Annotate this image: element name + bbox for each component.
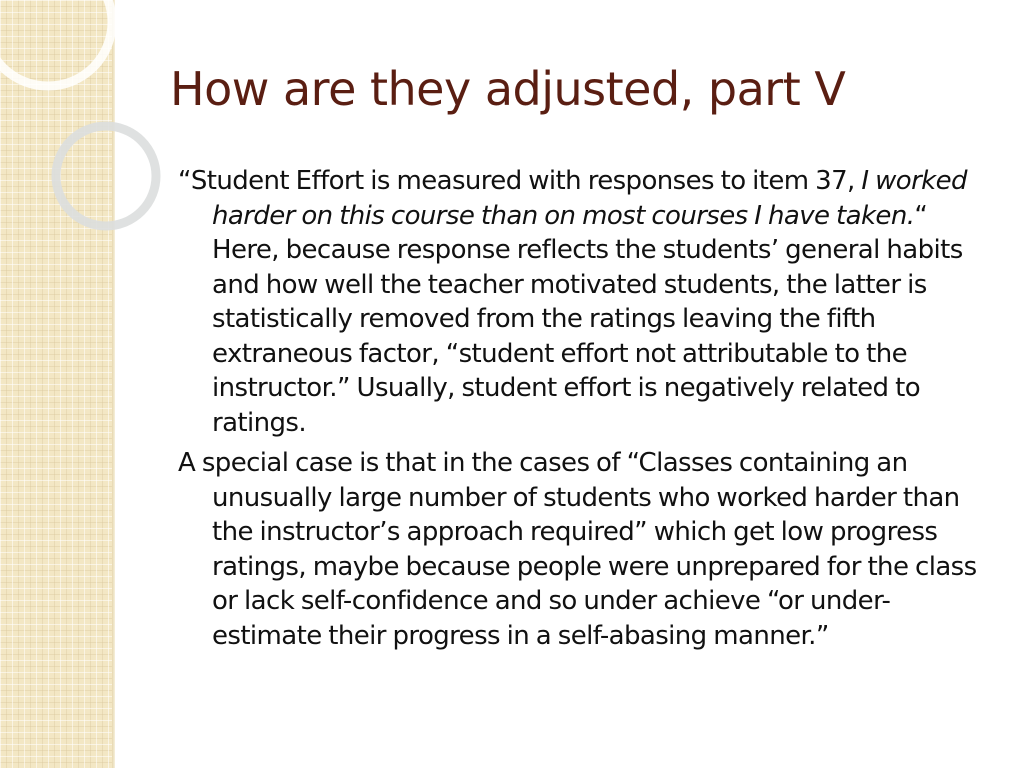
paragraph-1-text-after: “ Here, because response reflects the students’ general habits and how well the teacher motivated students, the latter is statistically removed from the ratings leaving the fifth extraneous factor, “student effort not attributable to the instructor.” Usually, student effort is negatively related to ratings. — [212, 200, 963, 438]
ring-small — [56, 126, 156, 226]
paragraph-special-case: A special case is that in the cases of “Classes containing an unusually large number of students who worked harder than the instructor’s approach required” which get low progress ratings, maybe because people were unprepared for the class or lack self-confidence and so under achieve “or under-estimate their progress in a self-abasing manner.” — [178, 448, 977, 651]
slide-body — [178, 164, 996, 659]
ring-large — [0, 0, 112, 86]
paragraph-1-italic-quote: I worked harder on this course than on most courses I have taken. — [212, 166, 967, 231]
slide-title: How are they adjusted, part V — [170, 62, 846, 116]
paragraph-student-effort — [178, 164, 996, 440]
paragraph-1-text-before: “Student Effort is measured with responses to item 37, — [178, 166, 862, 196]
